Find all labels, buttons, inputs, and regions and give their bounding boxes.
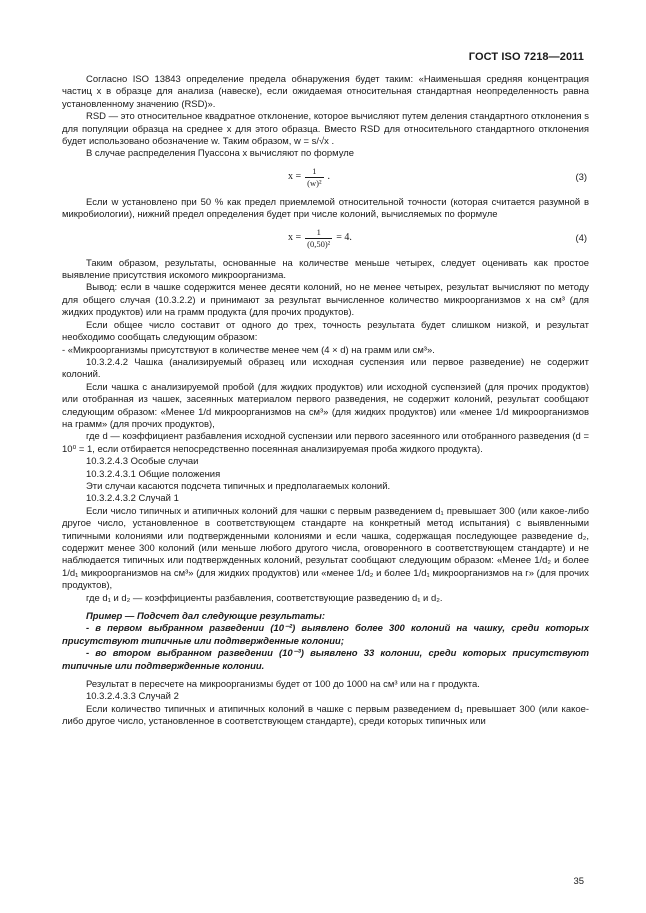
fraction — [305, 227, 332, 250]
equation-number: (3) — [575, 171, 587, 183]
numerator: 1 — [316, 226, 321, 237]
fraction — [305, 166, 323, 189]
paragraph: Если общее число составит от одного до трех, точность результата будет слишком низкой, и результат необходимо сообщать следующим образом: — [62, 319, 589, 344]
page-number: 35 — [573, 876, 584, 887]
paragraph: В случае распределения Пуассона x вычисляют по формуле — [86, 148, 355, 160]
formula-lhs: x = — [288, 171, 302, 183]
example-block — [62, 611, 589, 673]
paragraph: Если чашка с анализируемой пробой (для жидких продуктов) или исходной суспензией (для прочих продуктов) или отобранная из чашек, засеянных материалом первого разведения, не содержит колоний, результат сообщают следующим образом: «Менее 1/d микроорганизмов на см³» (для жидких продуктов) или «менее 1/d микроорганизмов на грамм» (для прочих продуктов), — [62, 381, 589, 430]
example-title: Пример — Подсчет дал следующие результаты: — [86, 611, 325, 623]
formula-3 — [62, 164, 589, 194]
example-item: - во втором выбранном разведении (10⁻³) выявлено 33 колонии, среди которых присутствуют типичные или подтвержденные колонии. — [62, 648, 589, 672]
paragraph: где d — коэффициент разбавления исходной суспензии или первого засеянного или отобранного разведения (d = 10⁰ = 1, если отбирается непосредственно посеянная анализируемая проба жидкого продукта). — [62, 431, 589, 455]
formula-lhs: x = — [288, 231, 302, 243]
paragraph: Если w установлено при 50 % как предел приемлемой относительной точности (которая считается разумной в микробиологии), нижний предел определения будет при числе колоний, вычисляемых по формуле — [62, 196, 589, 221]
standard-header: ГОСТ ISO 7218—2011 — [468, 51, 584, 63]
document-body — [62, 74, 589, 729]
section-heading: 10.3.2.4.3 Особые случаи — [86, 456, 199, 468]
paragraph: Таким образом, результаты, основанные на количестве меньше четырех, следует оценивать как простое выявление присутствия искомого микроорганизма. — [62, 257, 589, 282]
denominator: (w)² — [307, 177, 322, 188]
paragraph: Вывод: если в чашке содержится менее десяти колоний, но не менее четырех, результат вычисляют по методу для общего случая (10.3.2.2) и принимают за результат вычисленное количество микроорганизмов x на см³ (для жидких продуктов) или на грамм продукта (для прочих продуктов). — [62, 282, 589, 319]
example-item: - в первом выбранном разведении (10⁻²) выявлено более 300 колоний на чашку, среди которых присутствуют типичные или подтвержденные колонии; — [62, 623, 589, 647]
paragraph: Эти случаи касаются подсчета типичных и предполагаемых колоний. — [86, 480, 391, 492]
paragraph: Если количество типичных и атипичных колоний в чашке с первым разведением d₁ превышает 300 (или какое-либо другое число, установленное в соответствующем стандарте), среди которых типичных или — [62, 703, 589, 728]
denominator: (0,50)² — [307, 238, 331, 249]
section-heading: 10.3.2.4.3.1 Общие положения — [86, 468, 221, 480]
section-heading: 10.3.2.4.3.2 Случай 1 — [86, 493, 179, 505]
formula-4 — [62, 225, 589, 255]
paragraph: где d₁ и d₂ — коэффициенты разбавления, соответствующие разведению d₁ и d₂. — [86, 592, 443, 604]
paragraph: Согласно ISO 13843 определение предела обнаружения будет таким: «Наименьшая средняя концентрация частиц x в образце для анализа (навеске), если ожидаемая относительная стандартная неопределенность равна установленному значению (RSD)». — [62, 74, 589, 110]
paragraph: Если число типичных и атипичных колоний для чашки с первым разведением d₁ превышает 300 (или какое-либо другое число, установленное в соответствующем стандарте на конкретный метод испытания) с выявленными типичными колониями или подтвержденными колониями и если чашка, содержащая последующее разведение d₂, содержит менее 300 колоний (или меньше любого другого числа, оговоренного в соответствующем стандарте) и не наблюдается типичных или подтвержденных колоний, результат сообщают следующим образом: «Менее 1/d₂ и более 1/d₁ микроорганизмов на см³» (для жидких продуктов) или «менее 1/d₂ и более 1/d₁ микроорганизмов на г» (для прочих продуктов), — [62, 505, 589, 592]
formula-tail: . — [327, 171, 330, 183]
numerator: 1 — [312, 165, 317, 176]
section-heading: 10.3.2.4.3.3 Случай 2 — [86, 691, 179, 703]
paragraph: Результат в пересчете на микроорганизмы будет от 100 до 1000 на см³ или на г продукта. — [86, 679, 480, 691]
section-heading: 10.3.2.4.2 Чашка (анализируемый образец или исходная суспензия или первое разведение) не содержит колоний. — [62, 356, 589, 381]
paragraph: RSD — это относительное квадратное отклонение, которое вычисляют путем деления стандартного отклонения s для популяции образца на среднее x для этого образца. Вместо RSD для относительного стандартного отклонения будет использовано обозначение w. Таким образом, w = s/√x . — [62, 111, 589, 148]
equation-number: (4) — [575, 232, 587, 244]
formula-tail: = 4. — [336, 231, 352, 243]
paragraph: - «Микроорганизмы присутствуют в количестве менее чем (4 × d) на грамм или см³». — [62, 344, 435, 356]
